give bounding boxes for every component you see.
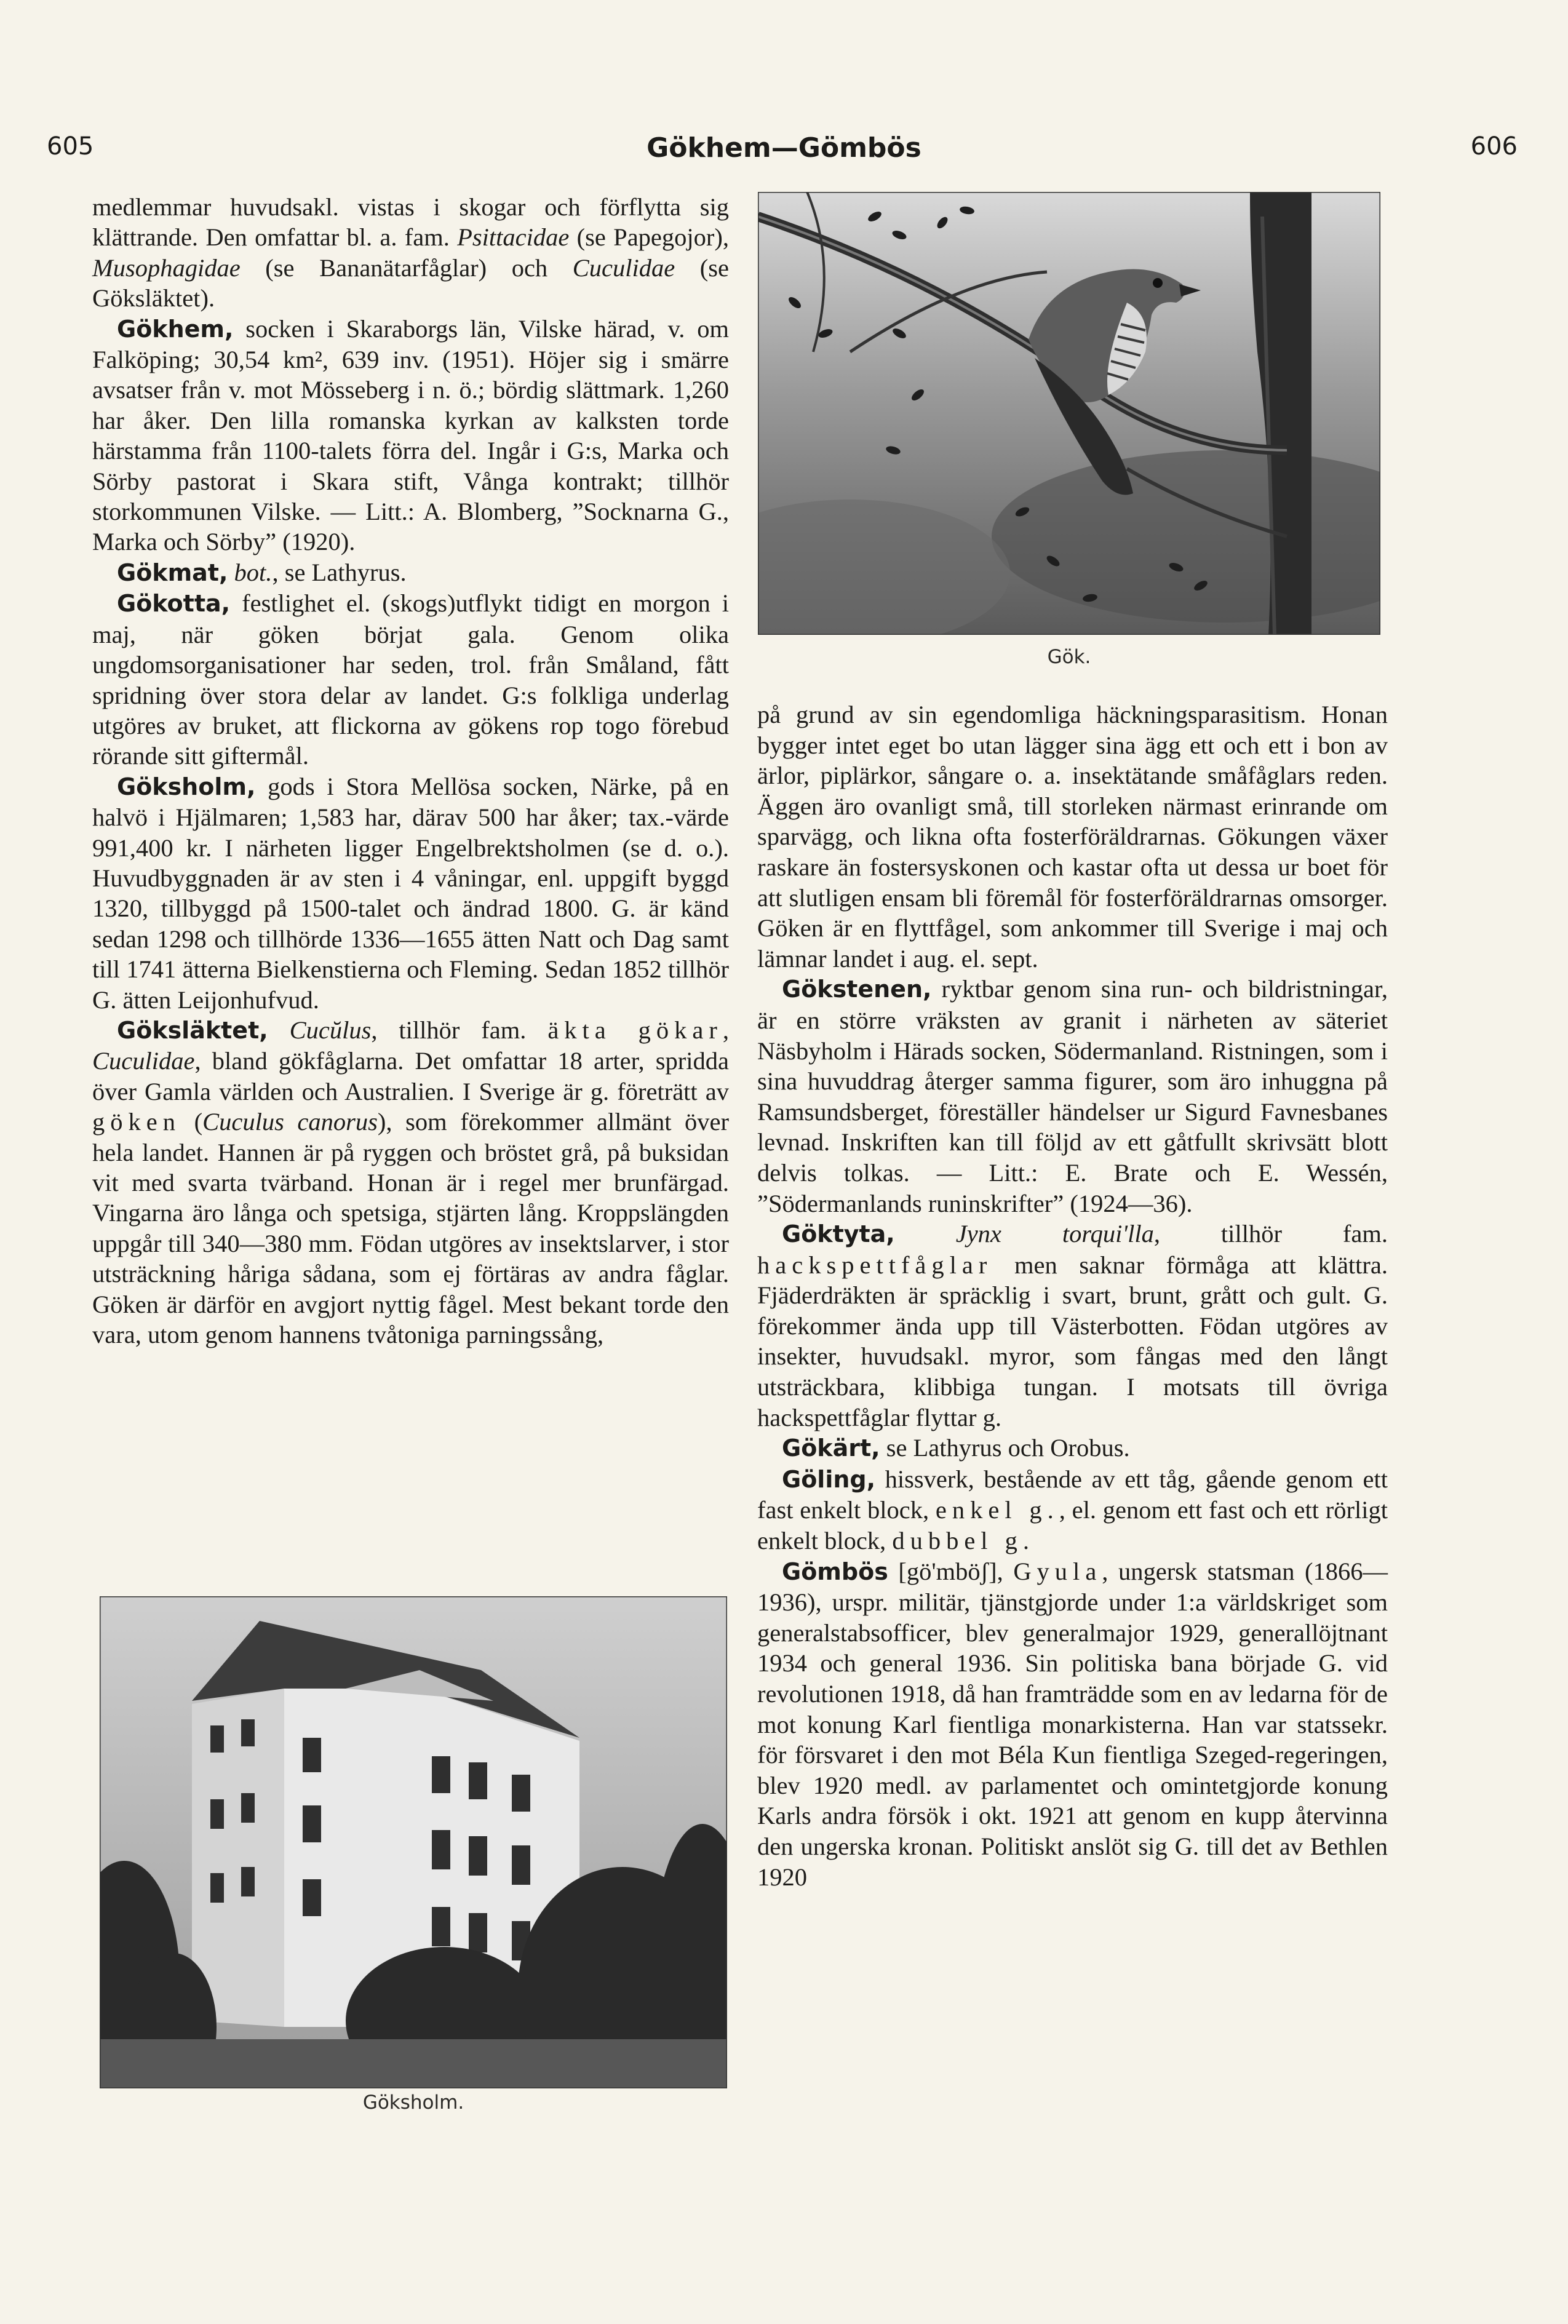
goksholm-photo: [100, 1596, 727, 2088]
cuckoo-illustration: [758, 192, 1380, 635]
entry-gokstenen: Gökstenen, ryktbar genom sina run- och bildristningar, är en större vräksten av granit i närheten av säteriet Näsbyholm i Härads socken, Södermanland. Ristningen, som i sina huvuddrag återger samma figurer, som äro inhuggna på Ramsundsberget, föreställer händelser ur Sigurd Favnesbanes levnad. Inskriften kan till följd av ett gåtfullt skrivsätt blott delvis tolkas. — Litt.: E. Brate och E. Wessén, ”Södermanlands runinskrifter” (1924—36).: [757, 975, 1388, 1217]
page-number-right: 606: [1470, 132, 1518, 161]
entry-goktyta: Göktyta, Jynx torqui'lla, tillhör fam. hackspettfåglar men saknar förmåga att klättra. Fjäderdräkten är spräcklig i svart, brunt, grått och gult. G. förekommer ända upp till Västerbotten. Födan utgöres av insekter, huvudsakl. myror, som fångas med den långt utsträckbara, klibbiga tungan. I motsats till övriga hackspettfåglar flyttar g.: [757, 1220, 1388, 1431]
entry-continuation: på grund av sin egendomliga häckningsparasitism. Honan bygger intet eget bo utan lägger sina ägg ett och ett i bon av ärlor, piplärkor, sångare o. a. insektätande småfåglars reden. Äggen äro ovanligt små, till storleken närmast erinrande om sparvägg, och likna ofta fosterföräldrarnas. Gökungen växer raskare än fostersyskonen och kastar ofta ut dessa ur boet för att slutligen ensam bli föremål för fosterföräldrarnas omsorger. Göken är en flyttfågel, som ankommer till Sverige i maj och lämnar landet i aug. el. sept.: [757, 701, 1388, 973]
headword: Göling,: [782, 1465, 876, 1493]
entry-gokotta: Gökotta, festlighet el. (skogs)utflykt tidigt en morgon i maj, när göken börjat gala. Genom olika ungdomsorganisationer har seden, trol. från Småland, fått spridning över stora delar av landet. G:s folkliga underlag utgöres av bruket, att flickorna av gökens rop togo förebud rörande sitt giftermål.: [92, 589, 730, 770]
right-column: [757, 699, 1388, 1892]
running-head: Gökhem—Gömbös: [647, 132, 921, 164]
headword: Göksholm,: [117, 773, 256, 800]
page-number-left: 605: [47, 132, 94, 161]
headword: Göksläktet,: [117, 1016, 268, 1044]
entry-goksholm: Göksholm, gods i Stora Mellösa socken, Närke, på en halvö i Hjälmaren; 1,583 har, därav 500 har åker; tax.-värde 991,400 kr. I närheten ligger Engelbrektsholmen (se d. o.). Huvudbyggnaden är av sten i 4 våningar, enl. uppgift byggd 1320, tillbyggd på 1500-talet och ändrad 1800. G. är känd sedan 1298 och tillhörde 1336—1655 ätten Natt och Dag samt till 1741 ätterna Bielkenstierna och Fleming. Sedan 1852 tillhör G. ätten Leijonhufvud.: [92, 772, 729, 1014]
headword: Gökhem,: [117, 315, 234, 343]
headword: Gökstenen,: [782, 976, 932, 1003]
cuckoo-photo: [758, 192, 1380, 635]
entry-gombos: Gömbös [gö'mböʃ], Gyula, ungersk statsman (1866—1936), urspr. militär, tjänstgjorde under 1:a världskriget som generalstabsofficer, blev generalmajor 1929, generallöjtnant 1934 och general 1936. Sin politiska bana började G. vid revolutionen 1918, då han framträdde som en av ledarna för de mot konung Karl fientliga monarkisterna. Han var statssekr. för försvaret i den mot Béla Kun fientliga Szeged-regeringen, blev 1920 medl. av parlamentet och omintetgjorde konung Karls andra försök i okt. 1921 att genom en kupp återvinna den ungerska kronan. Politiskt anslöt sig G. till det av Bethlen 1920: [757, 1557, 1388, 1891]
entry-gokart: Gökärt, se Lathyrus och Orobus.: [782, 1434, 1130, 1462]
left-column: [92, 192, 729, 1350]
headword: Göktyta,: [782, 1220, 895, 1248]
headword: Gökotta,: [117, 590, 231, 618]
goksholm-caption: Göksholm.: [362, 2091, 464, 2114]
entry-continuation: medlemmar huvudsakl. vistas i skogar och förflytta sig klättrande. Den omfattar bl. a. fam. Psittacidae (se Papegojor), Musophagidae (se Bananätarfåglar) och Cuculidae (se Göksläktet).: [92, 193, 730, 312]
entry-goksläktet: Göksläktet, Cucŭlus, tillhör fam. äkta gökar, Cuculidae, bland gökfåglarna. Det omfattar 18 arter, spridda över Gamla världen och Australien. I Sverige är g. företrätt av göken (Cuculus canorus), som förekommer allmänt över hela landet. Hannen är på ryggen och bröstet grå, på buksidan vit med svarta tvärband. Honan är i regel mer brunfärgad. Vingarna äro långa och spetsiga, stjärten lång. Kroppslängden uppgår till 340—380 mm. Födan utgöres av insektslarver, i stor utsträckning håriga sådana, som ej förtäras av andra fåglar. Göken är därför en avgjort nyttig fågel. Mest bekant torde den vara, utom genom hannens tvåtoniga parningssång,: [92, 1016, 730, 1349]
cuckoo-caption: Gök.: [1047, 646, 1091, 668]
headword: Gömbös: [782, 1558, 888, 1585]
headword: Gökärt,: [782, 1435, 880, 1462]
entry-gokhem: Gökhem, socken i Skaraborgs län, Vilske härad, v. om Falköping; 30,54 km², 639 inv. (1951). Höjer sig i smärre avsatser från v. mot Mösseberg i n. ö.; bördig slättmark. 1,260 har åker. Den lilla romanska kyrkan av kalksten torde härstamma från 1100-talets förra del. Ingår i G:s, Marka och Sörby pastorat i Skara stift, Vånga kontrakt; tillhör storkommunen Vilske. — Litt.: A. Blomberg, ”Socknarna G., Marka och Sörby” (1920).: [92, 314, 729, 556]
goksholm-illustration: [100, 1596, 727, 2088]
entry-gokmat: Gökmat, bot., se Lathyrus.: [117, 558, 407, 586]
entry-goling: Göling, hissverk, bestående av ett tåg, gående genom ett fast enkelt block, enkel g., el. genom ett fast och ett rörligt enkelt block, dubbel g.: [757, 1465, 1388, 1555]
headword: Gökmat,: [117, 559, 228, 586]
